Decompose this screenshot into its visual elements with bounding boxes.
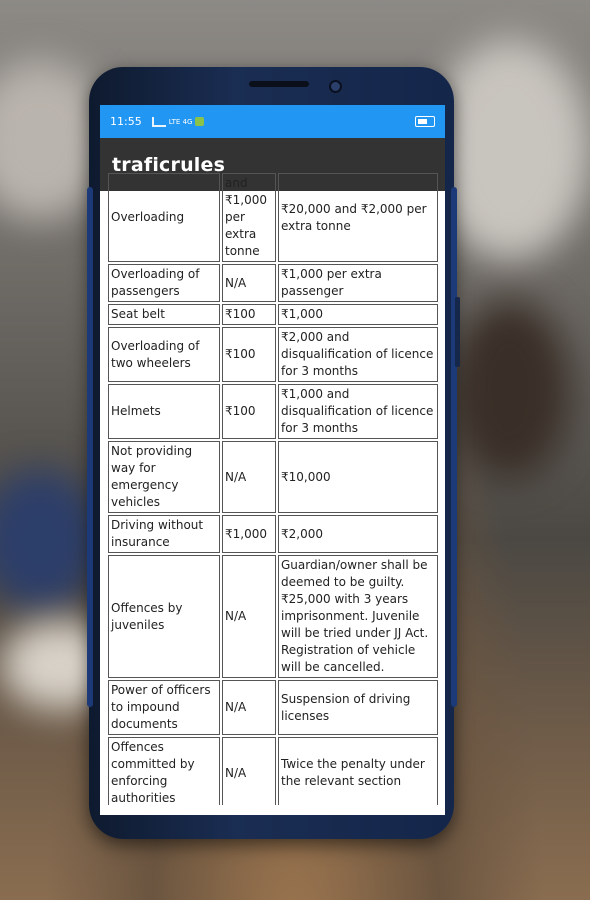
table-row (108, 327, 438, 382)
notification-icon (195, 117, 204, 126)
penalty-table-scroll[interactable] (100, 176, 445, 815)
signal-icon (152, 117, 166, 127)
app-screen (100, 105, 445, 815)
old-penalty-cell: ₹100 (222, 327, 276, 382)
old-penalty-cell: ₹100 (222, 304, 276, 325)
offence-cell: Helmets (108, 384, 220, 439)
front-camera (329, 80, 342, 93)
offence-cell: Overloading of two wheelers (108, 327, 220, 382)
old-penalty-cell: N/A (222, 737, 276, 809)
penalty-table (106, 171, 440, 811)
app-title: traficrules (112, 153, 226, 176)
old-penalty-cell: ₹100 (222, 384, 276, 439)
old-penalty-cell: ₹1,000 (222, 515, 276, 553)
old-penalty-cell: N/A (222, 264, 276, 302)
new-penalty-cell: ₹1,000 per extra passenger (278, 264, 438, 302)
new-penalty-cell: ₹2,000 (278, 515, 438, 553)
new-penalty-cell: ₹1,000 and disqualification of licence for 3 months (278, 384, 438, 439)
new-penalty-cell: Twice the penalty under the relevant section (278, 737, 438, 809)
table-row (108, 441, 438, 513)
new-penalty-cell: Guardian/owner shall be deemed to be guilty. ₹25,000 with 3 years imprisonment. Juvenile will be tried under JJ Act. Registration of vehicle will be cancelled. (278, 555, 438, 678)
offence-cell: Driving without insurance (108, 515, 220, 553)
side-button (455, 297, 460, 367)
table-row (108, 515, 438, 553)
status-bar (100, 105, 445, 138)
status-icons (152, 117, 205, 127)
table-row (108, 304, 438, 325)
network-label: LTE 4G (168, 117, 193, 126)
offence-cell: Overloading of passengers (108, 264, 220, 302)
old-penalty-cell: N/A (222, 441, 276, 513)
speaker-grille (249, 81, 309, 87)
battery-icon (415, 116, 435, 127)
old-penalty-cell: N/A (222, 555, 276, 678)
table-row (108, 555, 438, 678)
offence-cell: Not providing way for emergency vehicles (108, 441, 220, 513)
offence-cell: Overloading (108, 173, 220, 262)
new-penalty-cell: ₹2,000 and disqualification of licence for 3 months (278, 327, 438, 382)
old-penalty-cell: N/A (222, 680, 276, 735)
offence-cell: Offences committed by enforcing authorities (108, 737, 220, 809)
offence-cell: Power of officers to impound documents (108, 680, 220, 735)
new-penalty-cell: ₹10,000 (278, 441, 438, 513)
new-penalty-cell: Suspension of driving licenses (278, 680, 438, 735)
status-time: 11:55 (110, 115, 142, 128)
table-row (108, 173, 438, 262)
new-penalty-cell: ₹20,000 and ₹2,000 per extra tonne (278, 173, 438, 262)
old-penalty-cell: and ₹1,000 per extra tonne (222, 173, 276, 262)
table-row (108, 264, 438, 302)
table-row (108, 680, 438, 735)
offence-cell: Offences by juveniles (108, 555, 220, 678)
new-penalty-cell: ₹1,000 (278, 304, 438, 325)
offence-cell: Seat belt (108, 304, 220, 325)
table-row (108, 737, 438, 809)
table-row (108, 384, 438, 439)
